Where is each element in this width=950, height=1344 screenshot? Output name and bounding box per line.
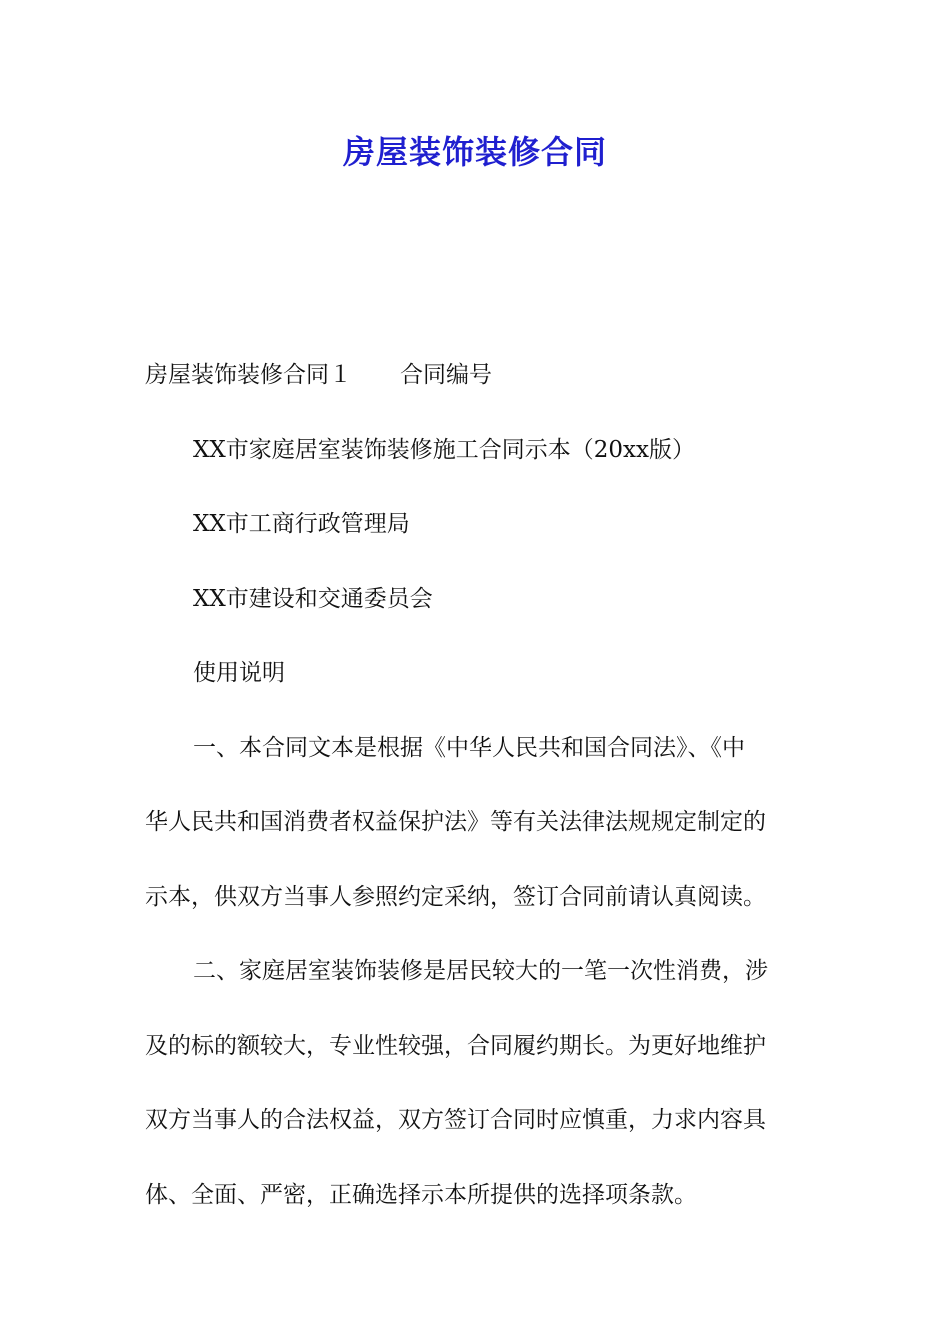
paragraph-2-line: 双方当事人的合法权益，双方签订合同时应慎重，力求内容具 xyxy=(145,1107,766,1133)
paragraph-2 xyxy=(145,934,805,1232)
paragraph-1-line: 示本，供双方当事人参照约定采纳，签订合同前请认真阅读。 xyxy=(145,883,766,910)
contract-heading: 房屋装饰装修合同１ xyxy=(145,362,352,388)
contract-template-name: XX市家庭居室装饰装修施工合同示本（20xx版） xyxy=(193,436,695,463)
issuer-line-2: XX市建设和交通委员会 xyxy=(193,585,433,612)
paragraph-2-line: 体、全面、严密，正确选择示本所提供的选择项条款。 xyxy=(145,1181,697,1208)
paragraph-2-line: 及的标的额较大，专业性较强，合同履约期长。为更好地维护 xyxy=(145,1032,766,1059)
paragraph-1-line: 一、本合同文本是根据《中华人民共和国合同法》、《中 xyxy=(193,734,745,761)
document-title: 房屋装饰装修合同 xyxy=(342,133,607,171)
usage-instructions-heading: 使用说明 xyxy=(193,660,285,686)
paragraph-2-line: 二、家庭居室装饰装修是居民较大的一笔一次性消费，涉 xyxy=(193,958,768,984)
contract-heading-line xyxy=(145,338,805,413)
contract-number-label: 合同编号 xyxy=(400,362,492,388)
document-body xyxy=(145,338,805,1232)
issuer-line-1: XX市工商行政管理局 xyxy=(193,511,410,537)
paragraph-1 xyxy=(145,711,805,935)
paragraph-1-line: 华人民共和国消费者权益保护法》等有关法律法规规定制定的 xyxy=(145,809,766,835)
